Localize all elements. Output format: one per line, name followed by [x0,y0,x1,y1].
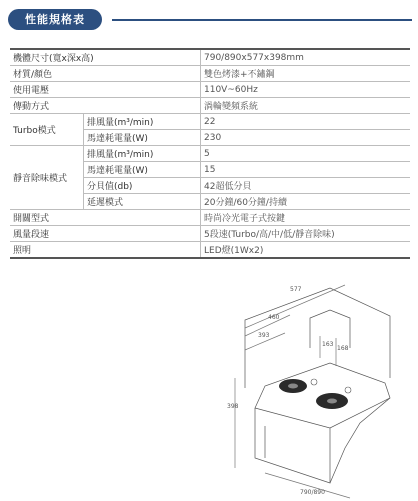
section-title: 性能規格表 [8,9,102,30]
light-left [311,379,317,385]
table-row [10,82,410,98]
speed-value: 5段速(Turbo/高/中/低/靜音除味) [201,226,411,242]
light-label: 照明 [10,242,201,259]
header-divider [112,19,412,21]
material-value: 雙色烤漆+不鏽鋼 [201,66,411,82]
quiet-db-value: 42超低分貝 [201,178,411,194]
table-row [10,242,410,259]
turbo-motor-label: 馬達耗電量(W) [84,130,201,146]
quiet-db-label: 分貝值(db) [84,178,201,194]
dim-398-label: 398 [227,403,239,410]
fan-right [316,393,348,409]
range-hood-drawing [0,258,418,501]
size-label: 機體尺寸(寬x深x高) [10,49,201,66]
drive-label: 傳動方式 [10,98,201,114]
fan-left [279,379,307,393]
dim-width-label: 790/890 [300,489,325,496]
dim-168-label: 168 [337,345,349,352]
hood-front-left [255,408,330,483]
quiet-airflow-value: 5 [201,146,411,162]
quiet-delay-label: 延遲模式 [84,194,201,210]
table-row [10,98,410,114]
hood-front-right [330,398,390,483]
dimension-drawing [0,258,418,501]
quiet-label: 靜音除味模式 [10,146,84,210]
size-value: 790/890x577x398mm [201,49,411,66]
drive-value: 渦輪變頻系統 [201,98,411,114]
power-label: 使用電壓 [10,82,201,98]
table-row [10,210,410,226]
turbo-airflow-value: 22 [201,114,411,130]
table-row [10,114,410,130]
turbo-airflow-label: 排風量(m³/min) [84,114,201,130]
quiet-motor-label: 馬達耗電量(W) [84,162,201,178]
spec-table [10,48,410,259]
table-row [10,49,410,66]
material-label: 材質/顏色 [10,66,201,82]
speed-label: 風量段速 [10,226,201,242]
dim-460-label: 460 [268,314,280,321]
dim-577-label: 577 [290,286,302,293]
table-row [10,226,410,242]
power-value: 110V~60Hz [201,82,411,98]
section-header [0,0,418,40]
dim-163-label: 163 [322,341,334,348]
table-row [10,146,410,162]
switch-label: 開關型式 [10,210,201,226]
table-row [10,66,410,82]
turbo-label: Turbo模式 [10,114,84,146]
light-right [345,387,351,393]
switch-value: 時尚冷光電子式按鍵 [201,210,411,226]
quiet-airflow-label: 排風量(m³/min) [84,146,201,162]
quiet-motor-value: 15 [201,162,411,178]
turbo-motor-value: 230 [201,130,411,146]
light-value: LED燈(1Wx2) [201,242,411,259]
dim-393-label: 393 [258,332,270,339]
quiet-delay-value: 20分鐘/60分鐘/持續 [201,194,411,210]
